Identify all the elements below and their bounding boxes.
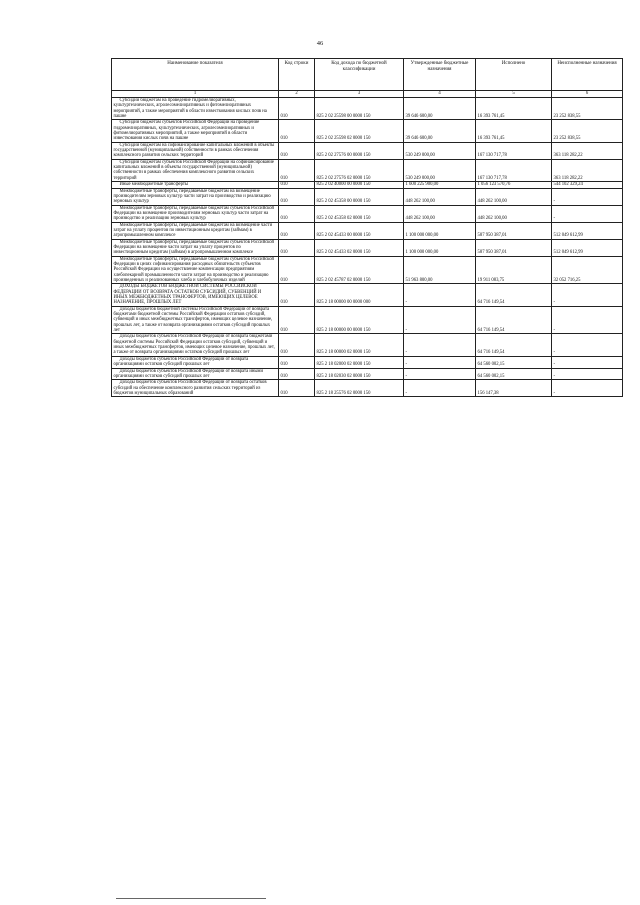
row-remaining-cell: 363 118 282,22	[552, 159, 623, 181]
row-executed-cell: 64 560 002,15	[476, 356, 552, 368]
row-name-cell: ДОХОДЫ БЮДЖЕТОВ БЮДЖЕТНОЙ СИСТЕМЫ РОССИЙСКОЙ ФЕДЕРАЦИИ ОТ ВОЗВРАТА ОСТАТКОВ СУБСИДИЙ, СУБВЕНЦИЙ И ИНЫХ МЕЖБЮДЖЕТНЫХ ТРАНСФЕРТОВ, ИМЕЮЩИХ ЦЕЛЕВОЕ НАЗНАЧЕНИЕ, ПРОШЛЫХ ЛЕТ	[112, 284, 279, 306]
row-kbk-cell: 825 2 02 27576 00 0000 150	[315, 142, 404, 159]
table-row	[112, 356, 623, 368]
row-kbk-cell: 825 2 18 02000 02 0000 150	[315, 356, 404, 368]
row-executed-cell: 16 393 761,45	[476, 120, 552, 142]
row-remaining-cell: -	[552, 368, 623, 380]
row-kbk-cell: 825 2 18 00000 00 0000 150	[315, 306, 404, 334]
row-name-cell: Доходы бюджетов бюджетной системы Российской Федерации от возврата бюджетами бюджетной системы Российской Федерации остатков субсидий, субвенций и иных межбюджетных трансфертов, имеющих целевое назначение, прошлых лет, а также от возврата организациями остатков субсидий прошлых лет	[112, 306, 279, 334]
row-name-cell: Межбюджетные трансферты, передаваемые бюджетам субъектов Российской Федерации на возмещение части затрат на уплату процентов по инвестиционным кредитам (займам) в агропромышленном комплексе	[112, 239, 279, 256]
column-header-approved: Утвержденные бюджетные назначения	[404, 59, 476, 91]
row-name-cell: Субсидии бюджетам на софинансирование капитальных вложений в объекты государственной (муниципальной) собственности в рамках обеспечения комплексного развития сельских территорий	[112, 142, 279, 159]
table-row	[112, 98, 623, 120]
row-name-cell: Межбюджетные трансферты, передаваемые бюджетам субъектов Российской Федерации на возмещение производителям зерновых культур части затрат на производство и реализацию зерновых культур	[112, 205, 279, 222]
budget-revenue-table	[111, 58, 623, 397]
row-line-code-cell: 010	[279, 356, 315, 368]
row-kbk-cell: 825 2 02 45358 02 0000 150	[315, 205, 404, 222]
row-line-code-cell: 010	[279, 205, 315, 222]
row-remaining-cell: 32 052 716,25	[552, 256, 623, 284]
column-header-remaining: Неисполненные назначения	[552, 59, 623, 91]
table-row	[112, 256, 623, 284]
row-kbk-cell: 825 2 18 00000 02 0000 150	[315, 334, 404, 356]
row-executed-cell: 167 130 717,78	[476, 159, 552, 181]
row-line-code-cell: 010	[279, 380, 315, 397]
row-executed-cell: 587 950 387,01	[476, 222, 552, 239]
row-approved-cell: 39 646 600,00	[404, 98, 476, 120]
row-kbk-cell: 825 2 02 25598 00 0000 150	[315, 98, 404, 120]
column-number: 3	[315, 91, 404, 98]
row-approved-cell: -	[404, 356, 476, 368]
row-executed-cell: 1 056 123 570,76	[476, 182, 552, 188]
row-name-cell: Доходы бюджетов субъектов Российской Федерации от возврата остатков субсидий на обеспечение комплексного развития сельских территорий из бюджетов муниципальных образований	[112, 380, 279, 397]
row-kbk-cell: 825 2 02 45358 00 0000 150	[315, 188, 404, 205]
row-approved-cell: 51 963 800,00	[404, 256, 476, 284]
row-remaining-cell: -	[552, 356, 623, 368]
table-row	[112, 368, 623, 380]
row-line-code-cell: 010	[279, 182, 315, 188]
row-remaining-cell: 544 102 329,24	[552, 182, 623, 188]
row-approved-cell: -	[404, 368, 476, 380]
row-line-code-cell: 010	[279, 284, 315, 306]
row-remaining-cell: -	[552, 306, 623, 334]
row-name-cell: Доходы бюджетов субъектов Российской Федерации от возврата иными организациями остатков субсидий прошлых лет	[112, 368, 279, 380]
table-body	[112, 98, 623, 397]
row-line-code-cell: 010	[279, 159, 315, 181]
row-executed-cell: 587 950 387,01	[476, 239, 552, 256]
row-remaining-cell: 363 118 282,22	[552, 142, 623, 159]
column-number: 6	[552, 91, 623, 98]
row-name-cell: Межбюджетные трансферты, передаваемые бюджетам субъектов Российской Федерации в целях софинансирования расходных обязательств субъектов Российской Федерации на осуществление компенсации предприятиям хлебопекарной промышленности части затрат на производство и реализацию произведенных и реализованных хлеба и хлебобулочных изделий	[112, 256, 279, 284]
row-line-code-cell: 010	[279, 368, 315, 380]
header-row	[112, 59, 623, 91]
row-kbk-cell: 825 2 02 45433 02 0000 150	[315, 239, 404, 256]
row-remaining-cell: 23 252 838,55	[552, 98, 623, 120]
table-row	[112, 222, 623, 239]
column-number: 4	[404, 91, 476, 98]
row-line-code-cell: 010	[279, 142, 315, 159]
row-kbk-cell: 825 2 18 25576 02 0000 150	[315, 380, 404, 397]
column-header-kbk: Код дохода по бюджетной классификации	[315, 59, 404, 91]
row-approved-cell: 1 100 000 000,00	[404, 239, 476, 256]
row-name-cell: Доходы бюджетов субъектов Российской Федерации от возврата организациями остатков субсидий прошлых лет	[112, 356, 279, 368]
row-kbk-cell: 825 2 02 27576 02 0000 150	[315, 159, 404, 181]
row-executed-cell: 448 262 100,00	[476, 188, 552, 205]
table-row	[112, 188, 623, 205]
row-executed-cell: 16 393 761,45	[476, 98, 552, 120]
row-kbk-cell: 825 2 02 45433 00 0000 150	[315, 222, 404, 239]
row-approved-cell: -	[404, 334, 476, 356]
row-approved-cell: 530 249 000,00	[404, 142, 476, 159]
row-name-cell: Субсидии бюджетам на проведение гидромелиоративных, культуртехнических, агролесомелиоративных и фитомелиоративных мероприятий, а также мероприятий в области известкования кислых почв на пашне	[112, 98, 279, 120]
row-executed-cell: 19 911 083,75	[476, 256, 552, 284]
column-header-line-code: Код строки	[279, 59, 315, 91]
row-line-code-cell: 010	[279, 334, 315, 356]
page-number: 46	[316, 40, 324, 47]
column-number: 5	[476, 91, 552, 98]
row-executed-cell: 64 716 149,54	[476, 306, 552, 334]
row-approved-cell: -	[404, 284, 476, 306]
column-header-name: Наименование показателя	[112, 59, 279, 91]
row-kbk-cell: 825 2 02 25598 02 0000 150	[315, 120, 404, 142]
row-executed-cell: 64 716 149,54	[476, 334, 552, 356]
row-line-code-cell: 010	[279, 306, 315, 334]
row-approved-cell: 448 262 100,00	[404, 188, 476, 205]
column-number-row	[112, 91, 623, 98]
row-executed-cell: 64 716 149,54	[476, 284, 552, 306]
row-line-code-cell: 010	[279, 120, 315, 142]
row-executed-cell: 156 147,38	[476, 380, 552, 397]
row-name-cell: Доходы бюджетов субъектов Российской Федерации от возврата бюджетами бюджетной системы Российской Федерации остатков субсидий, субвенций и иных межбюджетных трансфертов, имеющих целевое назначение, прошлых лет, а также от возврата организациями остатков субсидий прошлых лет	[112, 334, 279, 356]
row-remaining-cell: -	[552, 188, 623, 205]
table-row	[112, 239, 623, 256]
row-remaining-cell: 23 252 838,55	[552, 120, 623, 142]
row-line-code-cell: 010	[279, 256, 315, 284]
row-approved-cell: 39 646 600,00	[404, 120, 476, 142]
column-number: 2	[279, 91, 315, 98]
row-approved-cell: 530 249 000,00	[404, 159, 476, 181]
row-kbk-cell: 825 2 18 00000 00 0000 000	[315, 284, 404, 306]
row-approved-cell: -	[404, 380, 476, 397]
row-line-code-cell: 010	[279, 188, 315, 205]
row-remaining-cell: -	[552, 334, 623, 356]
row-name-cell: Субсидии бюджетам субъектов Российской Федерации на проведение гидромелиоративных, культуртехнических, агролесомелиоративных и фитомелиоративных мероприятий, а также мероприятий в области известкования кислых почв на пашне	[112, 120, 279, 142]
column-header-executed: Исполнено	[476, 59, 552, 91]
row-approved-cell: 1 600 225 900,00	[404, 182, 476, 188]
row-line-code-cell: 010	[279, 239, 315, 256]
table-row	[112, 334, 623, 356]
row-remaining-cell: -	[552, 284, 623, 306]
table-row	[112, 380, 623, 397]
row-kbk-cell: 825 2 18 02030 02 0000 150	[315, 368, 404, 380]
row-remaining-cell: -	[552, 380, 623, 397]
row-kbk-cell: 825 2 02 45787 02 0000 150	[315, 256, 404, 284]
row-approved-cell: -	[404, 306, 476, 334]
row-executed-cell: 64 560 002,15	[476, 368, 552, 380]
table-row	[112, 284, 623, 306]
row-executed-cell: 167 130 717,78	[476, 142, 552, 159]
row-approved-cell: 448 262 100,00	[404, 205, 476, 222]
row-executed-cell: 448 262 100,00	[476, 205, 552, 222]
row-kbk-cell: 825 2 02 40000 00 0000 150	[315, 182, 404, 188]
row-name-cell: Субсидии бюджетам субъектов Российской Федерации на софинансирование капитальных вложений в объекты государственной (муниципальной) собственности в рамках обеспечения комплексного развития сельских территорий	[112, 159, 279, 181]
row-name-cell: Межбюджетные трансферты, передаваемые бюджетам на возмещение части затрат на уплату процентов по инвестиционным кредитам (займам) в агропромышленном комплексе	[112, 222, 279, 239]
table-row	[112, 142, 623, 159]
row-remaining-cell: 512 049 612,99	[552, 239, 623, 256]
table-row	[112, 159, 623, 181]
table-row	[112, 306, 623, 334]
row-line-code-cell: 010	[279, 98, 315, 120]
footer-rule	[116, 898, 266, 899]
row-remaining-cell: 512 049 612,99	[552, 222, 623, 239]
row-name-cell: Межбюджетные трансферты, передаваемые бюджетам на возмещение производителям зерновых культур части затрат на производство и реализацию зерновых культур	[112, 188, 279, 205]
row-approved-cell: 1 100 000 000,00	[404, 222, 476, 239]
column-number: 1	[112, 91, 279, 98]
row-line-code-cell: 010	[279, 222, 315, 239]
row-remaining-cell: -	[552, 205, 623, 222]
table-row	[112, 120, 623, 142]
row-name-cell: Иные межбюджетные трансферты	[112, 182, 279, 188]
table-row	[112, 205, 623, 222]
